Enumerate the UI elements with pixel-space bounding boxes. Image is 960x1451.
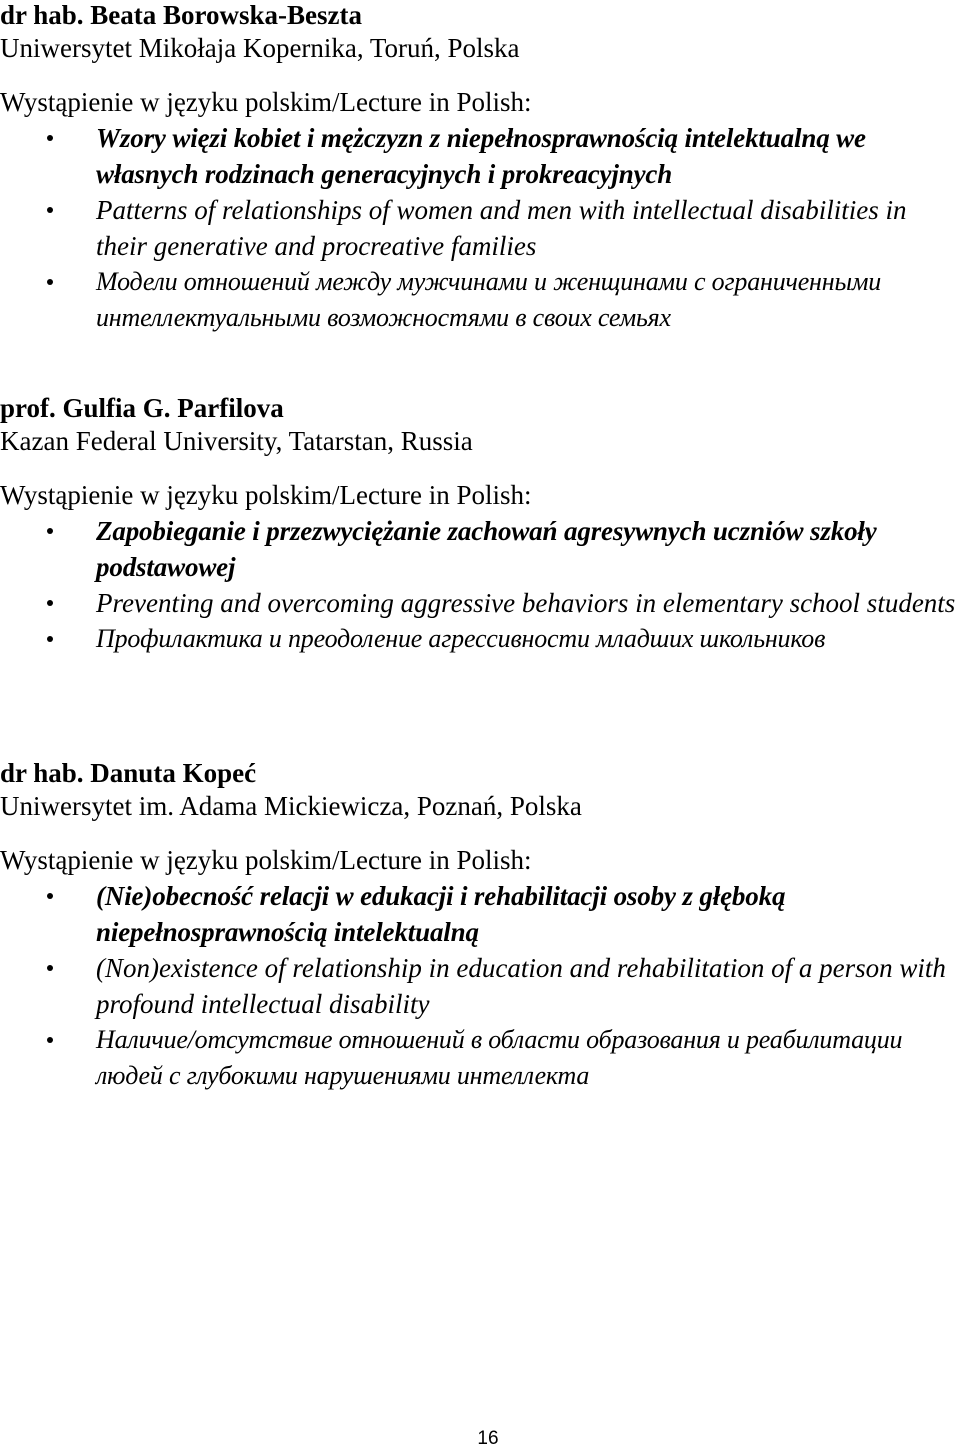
- bullet-icon: [47, 207, 53, 213]
- lecture-title-text: Наличие/отсутствие отношений в области образования и реабилитации людей с глубокими нарушениями интеллекта: [96, 1025, 903, 1090]
- lecture-title-russian: [0, 1022, 960, 1094]
- lecture-language-label: Wystąpienie w języku polskim/Lecture in Polish:: [0, 480, 532, 510]
- lecture-title-english: [0, 950, 960, 1022]
- lecture-title-english: [0, 585, 960, 621]
- bullet-icon: [47, 279, 53, 285]
- bullet-icon: [47, 600, 53, 606]
- lecture-title-text: (Non)existence of relationship in education and rehabilitation of a person with profound intellectual disability: [96, 953, 946, 1019]
- speaker-affiliation: Uniwersytet im. Adama Mickiewicza, Poznań, Polska: [0, 791, 582, 821]
- lecture-title-text: Профилактика и преодоление агрессивности младших школьников: [96, 624, 826, 653]
- lecture-language-label: Wystąpienie w języku polskim/Lecture in Polish:: [0, 87, 532, 117]
- lecture-title-list: [0, 878, 960, 1094]
- bullet-icon: [47, 893, 53, 899]
- lecture-title-russian: [0, 621, 960, 657]
- bullet-icon: [47, 528, 53, 534]
- speaker-entry: [0, 393, 960, 657]
- lecture-title-text: (Nie)obecność relacji w edukacji i rehabilitacji osoby z głęboką niepełnosprawnością intelektualną: [96, 881, 786, 947]
- lecture-title-text: Модели отношений между мужчинами и женщинами с ограниченными интеллектуальными возможностями в своих семьях: [96, 267, 882, 332]
- speaker-affiliation: Kazan Federal University, Tatarstan, Russia: [0, 426, 473, 456]
- speaker-name: dr hab. Danuta Kopeć: [0, 758, 257, 788]
- bullet-icon: [47, 965, 53, 971]
- lecture-title-text: Zapobieganie i przezwyciężanie zachowań agresywnych uczniów szkoły podstawowej: [96, 516, 877, 582]
- speaker-name: prof. Gulfia G. Parfilova: [0, 393, 284, 423]
- speaker-affiliation: Uniwersytet Mikołaja Kopernika, Toruń, Polska: [0, 33, 520, 63]
- lecture-title-list: [0, 513, 960, 657]
- speaker-entry: [0, 758, 960, 1094]
- lecture-title-list: [0, 120, 960, 336]
- speaker-entry: [0, 0, 960, 336]
- bullet-icon: [47, 1037, 53, 1043]
- lecture-title-english: [0, 192, 960, 264]
- lecture-title-polish: [0, 120, 960, 192]
- lecture-title-polish: [0, 878, 960, 950]
- bullet-icon: [47, 135, 53, 141]
- lecture-title-text: Preventing and overcoming aggressive behaviors in elementary school students: [96, 588, 956, 618]
- lecture-language-label: Wystąpienie w języku polskim/Lecture in Polish:: [0, 845, 532, 875]
- bullet-icon: [47, 636, 53, 642]
- lecture-title-polish: [0, 513, 960, 585]
- lecture-title-text: Patterns of relationships of women and men with intellectual disabilities in their generative and procreative families: [96, 195, 907, 261]
- page-number: 16: [477, 1428, 499, 1449]
- speaker-name: dr hab. Beata Borowska-Beszta: [0, 0, 363, 30]
- lecture-title-text: Wzory więzi kobiet i mężczyzn z niepełnosprawnością intelektualną we własnych rodzinach generacyjnych i prokreacyjnych: [96, 123, 866, 189]
- lecture-title-russian: [0, 264, 960, 336]
